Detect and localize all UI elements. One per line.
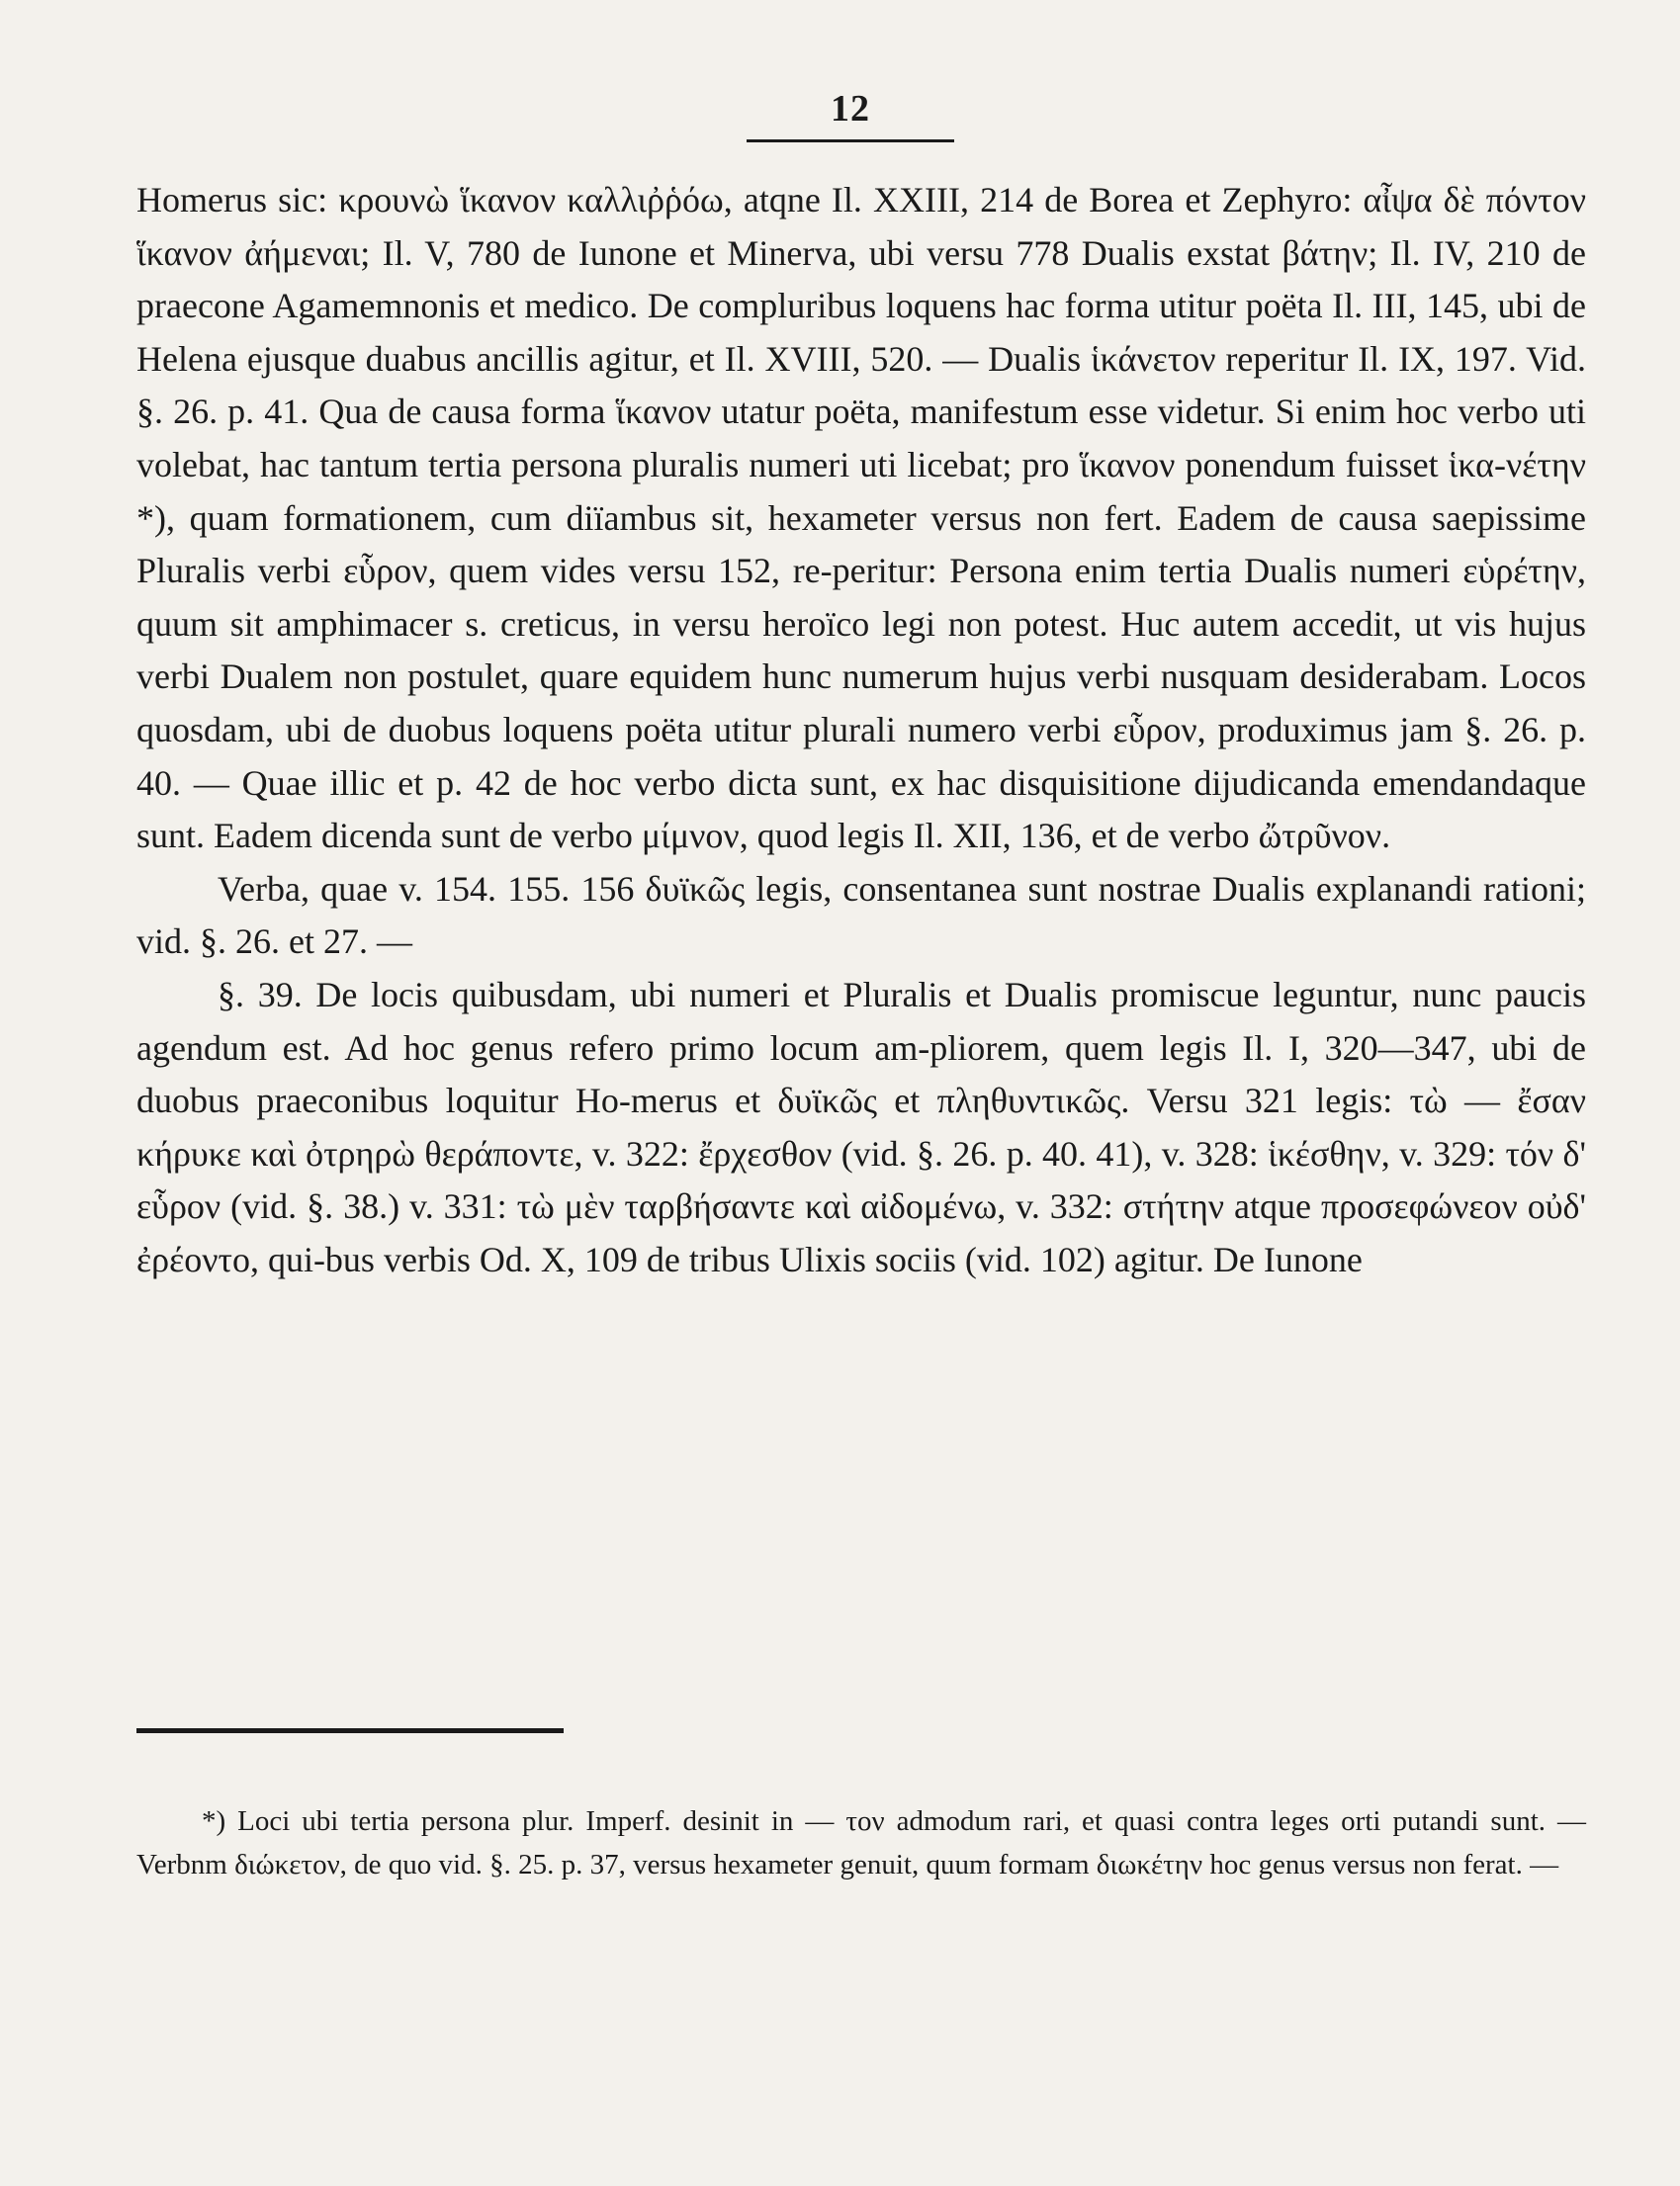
header-rule xyxy=(747,139,954,142)
footnote xyxy=(136,1799,1586,1886)
main-text xyxy=(136,174,1586,1286)
paragraph-3: §. 39. De locis quibusdam, ubi numeri et Pluralis et Dualis promiscue leguntur, nunc paucis agendum est. Ad hoc genus refero primo locum am-pliorem, quem legis Il. I, 320—347, ubi de duobus praeconibus loquitur Ho-merus et δυϊκῶς et πληθυντικῶς. Versu 321 legis: τὼ — ἔσαν κήρυκε καὶ ὀτρηρὼ θεράποντε, v. 322: ἔρχεσθον (vid. §. 26. p. 40. 41), v. 328: ἱκέσθην, v. 329: τόν δ' εὗρον (vid. §. 38.) v. 331: τὼ μὲν ταρβήσαντε καὶ αἰδομένω, v. 332: στήτην atque προσεφώνεον οὐδ' ἐρέοντο, qui-bus verbis Od. X, 109 de tribus Ulixis sociis (vid. 102) agitur. De Iunone xyxy=(136,974,1586,1279)
paragraph-2: Verba, quae v. 154. 155. 156 δυϊκῶς legis, consentanea sunt nostrae Dualis explanandi rationi; vid. §. 26. et 27. — xyxy=(136,868,1586,962)
page-number: 12 xyxy=(831,88,870,130)
paragraph-1: Homerus sic: κρουνὼ ἵκανον καλλιῤῥόω, atqne Il. XXIII, 214 de Borea et Zephyro: αἶψα δὲ πόντον ἵκανον ἀήμεναι; Il. V, 780 de Iunone et Minerva, ubi versu 778 Dualis exstat βάτην; Il. IV, 210 de praecone Agamemnonis et medico. De compluribus loquens hac forma utitur poëta Il. III, 145, ubi de Helena ejusque duabus ancillis agitur, et Il. XVIII, 520. — Dualis ἱκάνετον reperitur Il. IX, 197. Vid. §. 26. p. 41. Qua de causa forma ἵκανον utatur poëta, manifestum esse videtur. Si enim hoc verbo uti volebat, hac tantum tertia persona pluralis numeri uti licebat; pro ἵκανον ponendum fuisset ἱκα-νέτην *), quam formationem, cum diïambus sit, hexameter versus non fert. Eadem de causa saepissime Pluralis verbi εὗρον, quem vides versu 152, re-peritur: Persona enim tertia Dualis numeri εὑρέτην, quum sit amphimacer s. creticus, in versu heroïco legi non potest. Huc autem accedit, ut vis hujus verbi Dualem non postulet, quare equidem hunc numerum hujus verbi nusquam desiderabam. Locos quosdam, ubi de duobus loquens poëta utitur plurali numero verbi εὗρον, produximus jam §. 26. p. 40. — Quae illic et p. 42 de hoc verbo dicta sunt, ex hac disquisitione dijudicanda emendandaque sunt. Eadem dicenda sunt de verbo μίμνον, quod legis Il. XII, 136, et de verbo ὤτρῦνον. xyxy=(136,180,1586,856)
footnote-text: *) Loci ubi tertia persona plur. Imperf. desinit in — τον admodum rari, et quasi contra leges orti putandi sunt. — Verbnm διώκετον, de quo vid. §. 25. p. 37, versus hexameter genuit, quum formam διωκέτην hoc genus versus non ferat. — xyxy=(136,1805,1586,1880)
footnote-rule xyxy=(136,1728,564,1733)
